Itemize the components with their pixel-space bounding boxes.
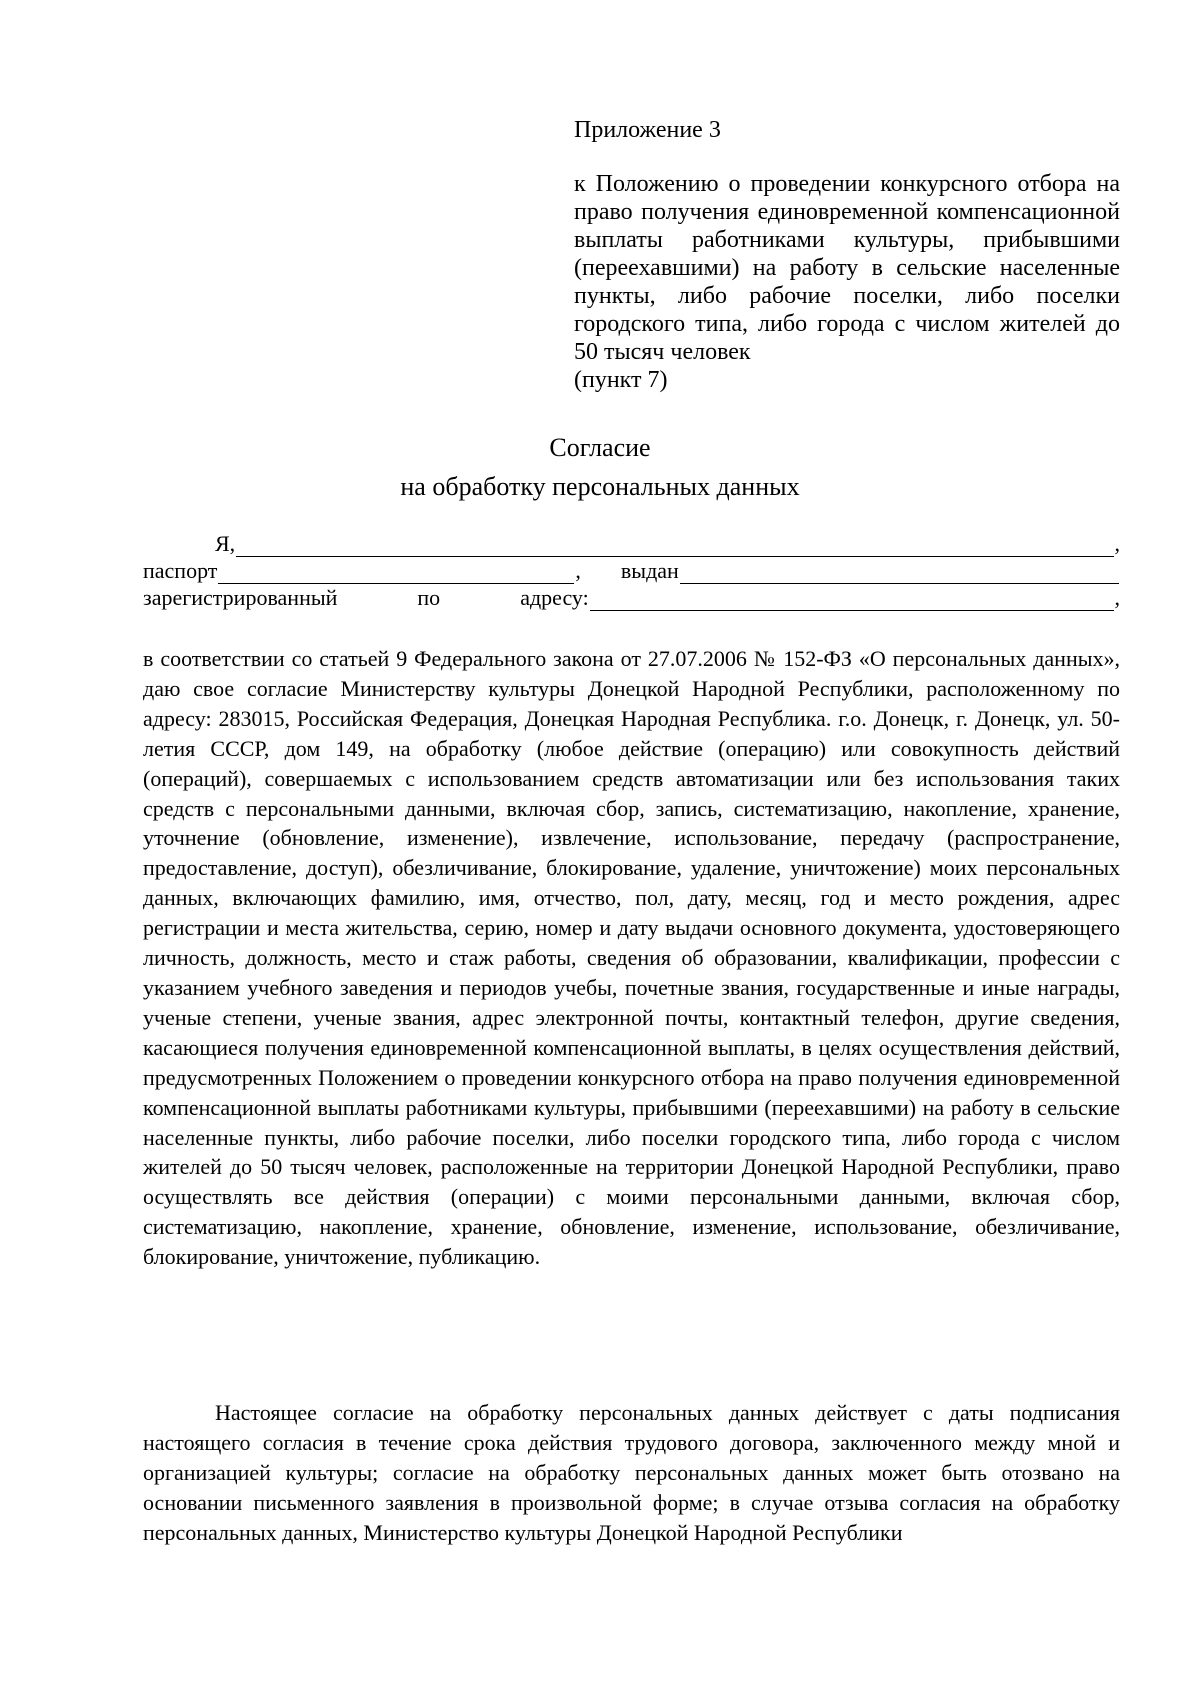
address-label: адресу: — [520, 585, 589, 610]
consent-paragraph: в соответствии со статьей 9 Федерального закона от 27.07.2006 № 152-ФЗ «О персональных данных», даю свое согласие Министерству культуры Донецкой Народной Республики, расположенному по адресу: 283015, Российская Федерация, Донецкая Народная Республика. г.о. Донецк, г. Донецк, ул. 50-летия СССР, дом 149, на обработку (любое действие (операцию) или совокупность действий (операций), совершаемых с использованием средств автоматизации или без использования таких средств с персональными данными, включая сбор, запись, систематизацию, накопление, хранение, уточнение (обновление, изменение), извлечение, использование, передачу (распространение, предоставление, доступ), обезличивание, блокирование, удаление, уничтожение) моих персональных данных, включающих фамилию, имя, отчество, пол, дату, месяц, год и место рождения, адрес регистрации и места жительства, серию, номер и дату выдачи основного документа, удостоверяющего личность, должность, место и стаж работы, сведения об образовании, квалификации, профессии с указанием учебного заведения и периодов учебы, почетные звания, государственные и иные награды, ученые степени, ученые звания, адрес электронной почты, контактный телефон, другие сведения, касающиеся получения единовременной компенсационной выплаты, в целях осуществления действий, предусмотренных Положением о проведении конкурсного отбора на право получения единовременной компенсационной выплаты работниками культуры, прибывшими (переехавшими) на работу в сельские населенные пункты, либо рабочие поселки, либо поселки городского типа, либо города с числом жителей до 50 тысяч человек, расположенные на территории Донецкой Народной Республики, право осуществлять все действия (операции) с моими персональными данными, включая сбор, систематизацию, накопление, хранение, обновление, изменение, использование, обезличивание, блокирование, уничтожение, публикацию. — [143, 646, 1120, 1270]
passport-row — [143, 557, 1120, 584]
comma-mark: , — [575, 558, 581, 583]
passport-label: паспорт — [143, 558, 218, 583]
comma-mark: , — [1114, 531, 1120, 556]
address-row — [143, 584, 1120, 611]
name-row — [143, 530, 1120, 557]
i-label: Я, — [215, 531, 236, 556]
full-name-field[interactable] — [236, 536, 1113, 557]
comma-mark: , — [1114, 585, 1120, 610]
appendix-reference: к Положению о проведении конкурсного отбора на право получения единовременной компенсационной выплаты работниками культуры, прибывшими (переехавшими) на работу в сельские населенные пункты, либо рабочие поселки, либо поселки городского типа, либо города с числом жителей до 50 тысяч человек — [574, 171, 1120, 365]
issued-by-field[interactable] — [680, 563, 1119, 584]
address-field[interactable] — [590, 590, 1114, 611]
by-label: по — [417, 585, 441, 610]
appendix-title: Приложение 3 — [574, 117, 721, 143]
appendix-point: (пункт 7) — [574, 367, 668, 393]
registered-label: зарегистрированный — [143, 585, 338, 610]
passport-field[interactable] — [218, 563, 574, 584]
document-subtitle: на обработку персональных данных — [400, 472, 800, 501]
document-title: Согласие — [549, 433, 651, 462]
personal-info-form — [143, 530, 1120, 611]
validity-paragraph: Настоящее согласие на обработку персональных данных действует с даты подписания настоящего согласия в течение срока действия трудового договора, заключенного между мной и организацией культуры; согласие на обработку персональных данных может быть отозвано на основании письменного заявления в произвольной форме; в случае отзыва согласия на обработку персональных данных, Министерство культуры Донецкой Народной Республики — [143, 1400, 1120, 1545]
issued-label: выдан — [620, 558, 679, 583]
appendix-block — [574, 116, 1120, 394]
